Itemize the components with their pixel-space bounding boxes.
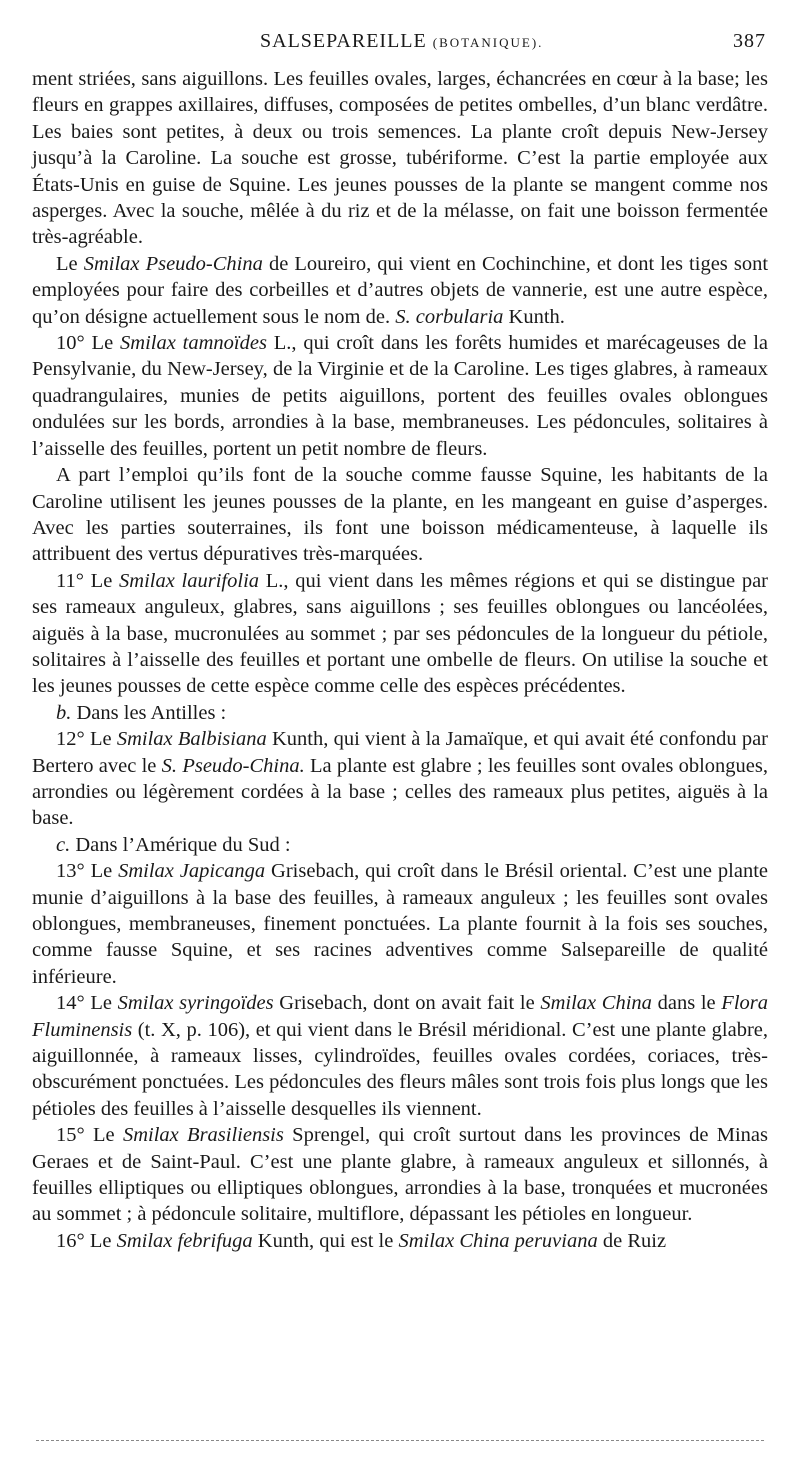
text-run: 16° Le <box>56 1229 117 1252</box>
footer-rule <box>36 1440 764 1441</box>
paragraph-p5 <box>32 700 768 726</box>
italic-run: Smilax China <box>540 992 652 1015</box>
running-title-sub: (BOTANIQUE). <box>432 35 544 50</box>
italic-run: Flora Fluminensis <box>32 992 768 1041</box>
text-run: Dans l’Amérique du Sud : <box>70 833 291 856</box>
paragraph-p0 <box>32 66 768 251</box>
italic-run: Smilax febrifuga <box>116 1229 253 1252</box>
text-run: de Ruiz <box>597 1229 667 1252</box>
text-run: 14° Le <box>56 992 118 1015</box>
text-run: Dans les Antilles : <box>71 701 227 724</box>
text-run: L., qui vient dans les mêmes régions et qui se distingue par ses rameaux anguleux, glabres, sans aiguillons ; ses feuilles oblongues ou lancéolées, aiguës à la base, mucronulées au sommet ; par ses pédoncules de la longueur du pétiole, solitaires à l’aisselle des feuilles et portant une ombelle de fleurs. On utilise la souche et les jeunes pousses de cette espèce comme celle des espèces précédentes. <box>32 569 768 698</box>
paragraph-p11 <box>32 1228 768 1254</box>
text-run: L., qui croît dans les forêts humides et marécageuses de la Pensylvanie, du New-Jersey, de la Virginie et de la Caroline. Les tiges glabres, à rameaux quadrangulaires, munies de petits aiguillons, portent des feuilles ovales oblongues ondulées sur les bords, arrondies à la base, membraneuses. Les pédoncules, solitaires à l’aisselle des feuilles, portent un petit nombre de fleurs. <box>32 332 768 460</box>
running-header <box>32 30 766 60</box>
italic-run: Smilax Balbisiana <box>116 728 267 751</box>
paragraph-p4 <box>32 568 768 700</box>
text-run: 13° Le <box>56 860 119 883</box>
italic-run: Smilax China peruviana <box>398 1229 598 1252</box>
text-run: La plante est glabre ; les feuilles sont ovales oblongues, arrondies ou légèrement cordées à la base ; celles des rameaux plus petites, aiguës à la base. <box>32 754 768 830</box>
italic-run: Smilax syringoïdes <box>117 992 274 1015</box>
italic-run: Smilax laurifolia <box>119 569 260 592</box>
body-text <box>32 66 768 1254</box>
text-run: Sprengel, qui croît surtout dans les provinces de Minas Geraes et de Saint-Paul. C’est une plante glabre, à rameaux anguleux et sillonnés, à feuilles elliptiques ou elliptiques oblongues, arrondies à la base, tronquées et mucronées au sommet ; à pédoncule solitaire, multiflore, dépassant les pétioles en longueur. <box>32 1124 768 1226</box>
italic-run: c. <box>56 833 71 856</box>
paragraph-p7 <box>32 832 768 858</box>
text-run: Le <box>56 252 84 275</box>
italic-run: Smilax tamnoïdes <box>120 332 267 355</box>
running-title-main: SALSEPAREILLE <box>260 30 427 52</box>
italic-run: b. <box>56 701 72 724</box>
italic-run: Smilax Japicanga <box>118 860 266 883</box>
paragraph-p8 <box>32 858 768 990</box>
paragraph-p10 <box>32 1122 768 1228</box>
text-run: Grisebach, qui croît dans le Brésil oriental. C’est une plante munie d’aiguillons à la base des feuilles, à rameaux anguleux ; les feuilles sont ovales oblongues, membraneuses, finement ponctuées. La plante fournit à la fois ses souches, comme fausse Squine, et ses racines adventives comme Salsepareille de qualité inférieure. <box>32 860 768 988</box>
text-run: Kunth. <box>503 305 565 328</box>
text-run: Kunth, qui vient à la Jamaïque, et qui avait été confondu par Bertero avec le <box>32 728 768 777</box>
text-run: 10° Le <box>56 332 121 355</box>
paragraph-p1 <box>32 251 768 330</box>
paragraph-p2 <box>32 330 768 462</box>
text-run: dans le <box>651 992 722 1015</box>
italic-run: S. Pseudo-China. <box>161 754 305 777</box>
italic-run: Smilax Pseudo-China <box>83 252 263 275</box>
text-run: Grisebach, dont on avait fait le <box>273 992 541 1015</box>
text-run: (t. X, p. 106), et qui vient dans le Brésil méridional. C’est une plante glabre, aiguillonnée, à rameaux lisses, cylindroïdes, feuilles ovales cordées, coriaces, très-obscurément ponctuées. Les pédoncules des fleurs mâles sont trois fois plus longs que les pétioles des feuilles à l’aisselle desquelles ils viennent. <box>32 1018 768 1120</box>
paragraph-p9 <box>32 990 768 1122</box>
text-run: A part l’emploi qu’ils font de la souche comme fausse Squine, les habitants de la Caroline utilisent les jeunes pousses de la plante, en les mangeant en guise d’asperges. Avec les parties souterraines, ils font une boisson médicamenteuse, à laquelle ils attribuent des vertus dépuratives très-marquées. <box>32 464 768 566</box>
italic-run: Smilax Brasiliensis <box>122 1124 284 1147</box>
text-run: 15° Le <box>56 1124 123 1147</box>
text-run: Kunth, qui est le <box>252 1229 399 1252</box>
text-run: ment striées, sans aiguillons. Les feuilles ovales, larges, échancrées en cœur à la base; les fleurs en grappes axillaires, diffuses, composées de petites ombelles, d’un blanc verdâtre. Les baies sont petites, à deux ou trois semences. La plante croît depuis New-Jersey jusqu’à la Caroline. La souche est grosse, tubériforme. C’est la partie employée aux États-Unis en guise de Squine. Les jeunes pousses de la plante se mangent comme nos asperges. Avec la souche, mêlée à du riz et de la mélasse, on fait une boisson fermentée très-agréable. <box>32 68 768 249</box>
paragraph-p6 <box>32 726 768 832</box>
text-run: 12° Le <box>56 728 117 751</box>
running-title <box>260 30 543 53</box>
italic-run: S. corbularia <box>395 305 504 328</box>
page-number: 387 <box>733 30 766 52</box>
text-run: de Loureiro, qui vient en Cochinchine, et dont les tiges sont employées pour faire des corbeilles et d’autres objets de vannerie, est une autre espèce, qu’on désigne actuellement sous le nom de. <box>32 252 769 328</box>
paragraph-p3 <box>32 462 768 568</box>
text-run: 11° Le <box>56 569 120 592</box>
